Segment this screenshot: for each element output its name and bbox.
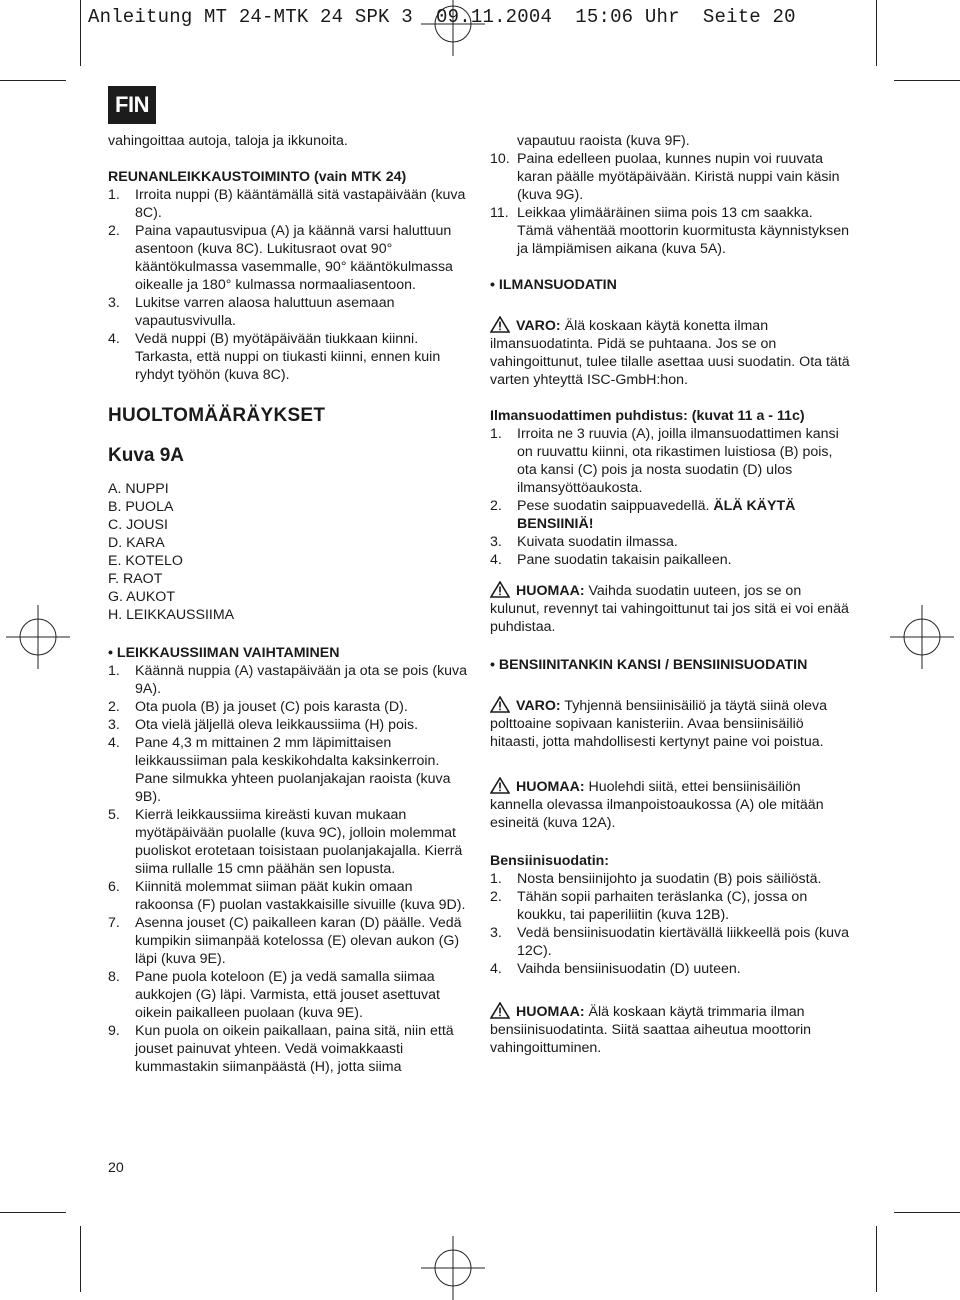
warning-icon xyxy=(490,581,510,598)
fuel-filter-title: Bensiinisuodatin: xyxy=(490,853,610,869)
part-item: A. NUPPI xyxy=(108,481,169,497)
language-badge: FIN xyxy=(108,86,156,124)
list-item: 2. Ota puola (B) ja jouset (C) pois karasta (D). xyxy=(108,699,408,715)
air-filter-warning: VARO: Älä koskaan käytä konetta ilman ilmansuodatinta. Pidä se puhtaana. Jos se on vahingoittunut, tulee tilalle asettaa uusi suodatin. Ota tätä varten yhteyttä ISC-GmbH:hon. xyxy=(490,318,850,388)
continued-text: vapautuu raoista (kuva 9F). xyxy=(517,133,690,149)
list-item: 2. Tähän sopii parhaiten teräslanka (C), jossa on koukku, tai paperiliitin (kuva 12B). xyxy=(490,889,808,923)
page-number: 20 xyxy=(108,1160,124,1176)
list-item: 4. Vaihda bensiinisuodatin (D) uuteen. xyxy=(490,961,741,977)
list-item: 2. Pese suodatin saippuavedellä. ÄLÄ KÄYTÄ BENSIINIÄ! xyxy=(490,498,796,532)
registration-mark-icon xyxy=(421,1236,485,1300)
part-item: C. JOUSI xyxy=(108,517,168,533)
crop-mark xyxy=(0,1212,66,1213)
continued-steps xyxy=(490,150,850,258)
edge-trim-steps xyxy=(108,186,468,384)
list-item: 3. Ota vielä jäljellä oleva leikkaussiima (H) pois. xyxy=(108,717,419,733)
list-item: 11. Leikkaa ylimääräinen siima pois 13 cm saakka. Tämä vähentää moottorin kuormitusta käynnistyksen ja lämpiämisen aikana (kuva 5A). xyxy=(490,205,849,257)
list-item: 10. Paina edelleen puolaa, kunnes nupin voi ruuvata karan päälle myötäpäivään. Kiristä nuppi vain käsin (kuva 9G). xyxy=(490,151,840,203)
list-item: 4. Vedä nuppi (B) myötäpäivään tiukkaan kiinni. Tarkasta, että nuppi on tiukasti kiinni, ennen kuin ryhdyt työhön (kuva 8C). xyxy=(108,331,441,383)
crop-mark xyxy=(80,0,81,66)
list-item: 3. Vedä bensiinisuodatin kiertävällä liikkeellä pois (kuva 12C). xyxy=(490,925,850,959)
list-item: 4. Pane 4,3 m mittainen 2 mm läpimittaisen leikkaussiiman pala keskikohdalta kaksinkerroin. Pane silmukka yhteen puolanjakajan raoista (kuva 9B). xyxy=(108,735,451,805)
list-item: 4. Pane suodatin takaisin paikalleen. xyxy=(490,552,732,568)
fuel-filter-note: HUOMAA: Älä koskaan käytä trimmaria ilman bensiinisuodatinta. Siitä saattaa aiheutua moottorin vahingoittuminen. xyxy=(490,1004,812,1056)
warning-icon xyxy=(490,777,510,794)
fuel-tank-note: HUOMAA: Huolehdi siitä, ettei bensiinisäiliön kannella olevassa ilmanpoistoaukossa (A) ole mitään esineitä (kuva 12A). xyxy=(490,779,824,831)
list-item: 1. Nosta bensiinijohto ja suodatin (B) pois säiliöstä. xyxy=(490,871,822,887)
part-item: G. AUKOT xyxy=(108,589,176,605)
print-header: Anleitung MT 24-MTK 24 SPK 3 09.11.2004 15:06 Uhr Seite 20 xyxy=(88,6,796,28)
list-item: 1. Käännä nuppia (A) vastapäivään ja ota se pois (kuva 9A). xyxy=(108,663,468,697)
crop-mark xyxy=(876,0,877,66)
crop-mark xyxy=(80,1226,81,1292)
crop-mark xyxy=(0,80,66,81)
registration-mark-icon xyxy=(6,605,70,669)
list-item: 3. Lukitse varren alaosa haluttuun asemaan vapautusvivulla. xyxy=(108,295,395,329)
maintenance-heading: HUOLTOMÄÄRÄYKSET xyxy=(108,405,326,426)
right-column xyxy=(490,132,850,1057)
crop-mark xyxy=(876,1226,877,1292)
air-filter-title: • ILMANSUODATIN xyxy=(490,277,617,293)
intro-text: vahingoittaa autoja, taloja ja ikkunoita. xyxy=(108,133,348,149)
part-item: F. RAOT xyxy=(108,571,163,587)
line-replacement-title: • LEIKKAUSSIIMAN VAIHTAMINEN xyxy=(108,645,340,661)
list-item: 1. Irroita ne 3 ruuvia (A), joilla ilmansuodattimen kansi on ruuvattu kiinni, ota rikastimen luistiosa (B) pois, ota kansi (C) pois ja nosta suodatin (D) ulos ilmansyöttöaukosta. xyxy=(490,426,839,496)
crop-mark xyxy=(894,80,960,81)
parts-list xyxy=(108,480,468,624)
list-item: 5. Kierrä leikkaussiima kireästi kuvan mukaan myötäpäivään puolalle (kuva 9C), jolloin molemmat puoliskot erotetaan toisistaan puolanjakajalla. Kierrä siima rullalle 15 cmn päähän sen lopusta. xyxy=(108,807,463,877)
warning-icon xyxy=(490,316,510,333)
part-item: D. KARA xyxy=(108,535,165,551)
warning-icon xyxy=(490,1002,510,1019)
list-item: 6. Kiinnitä molemmat siiman päät kukin omaan rakoonsa (F) puolan vastakkaisille sivuille (kuva 9D). xyxy=(108,879,466,913)
line-replacement-steps xyxy=(108,662,468,1076)
registration-mark-icon xyxy=(890,605,954,669)
air-filter-cleaning-steps xyxy=(490,425,850,569)
part-item: B. PUOLA xyxy=(108,499,174,515)
warning-icon xyxy=(490,696,510,713)
fuel-tank-warning: VARO: Tyhjennä bensiinisäiliö ja täytä siinä oleva polttoaine sopivaan kanisteriin. Avaa bensiinisäiliö hitaasti, jotta mahdollisesti kertynyt paine voi poistua. xyxy=(490,698,827,750)
list-item: 1. Irroita nuppi (B) kääntämällä sitä vastapäivään (kuva 8C). xyxy=(108,187,466,221)
crop-mark xyxy=(894,1212,960,1213)
part-item: H. LEIKKAUSSIIMA xyxy=(108,607,235,623)
air-filter-note: HUOMAA: Vaihda suodatin uuteen, jos se on kulunut, revennyt tai vahingoittunut tai jos sitä ei voi enää puhdistaa. xyxy=(490,583,849,635)
list-item: 3. Kuivata suodatin ilmassa. xyxy=(490,534,678,550)
fuel-filter-steps xyxy=(490,870,850,978)
list-item: 8. Pane puola koteloon (E) ja vedä samalla siimaa aukkojen (G) läpi. Varmista, että jouset asettuvat oikein paikalleen puolaan (kuva 9E). xyxy=(108,969,440,1021)
fuel-tank-title: • BENSIINITANKIN KANSI / BENSIINISUODATIN xyxy=(490,657,808,673)
air-filter-cleaning-title: Ilmansuodattimen puhdistus: (kuvat 11 a - 11c) xyxy=(490,408,805,424)
list-item: 9. Kun puola on oikein paikallaan, paina sitä, niin että jouset painuvat yhteen. Vedä voimakkaasti kummastakin siimanpäästä (H), jotta siima xyxy=(108,1023,454,1075)
list-item: 2. Paina vapautusvipua (A) ja käännä varsi haluttuun asentoon (kuva 8C). Lukitusraot ovat 90° kääntökulmassa vasemmalle, 90° kääntökulmassa oikealle ja 180° kulmassa normaaliasentoon. xyxy=(108,223,453,293)
left-column xyxy=(108,132,468,1076)
list-item: 7. Asenna jouset (C) paikalleen karan (D) päälle. Vedä kumpikin siimanpää kotelossa (E) olevan aukon (G) läpi (kuva 9E). xyxy=(108,915,462,967)
part-item: E. KOTELO xyxy=(108,553,183,569)
figure-heading: Kuva 9A xyxy=(108,445,185,466)
edge-trim-title: REUNANLEIKKAUSTOIMINTO (vain MTK 24) xyxy=(108,169,407,185)
